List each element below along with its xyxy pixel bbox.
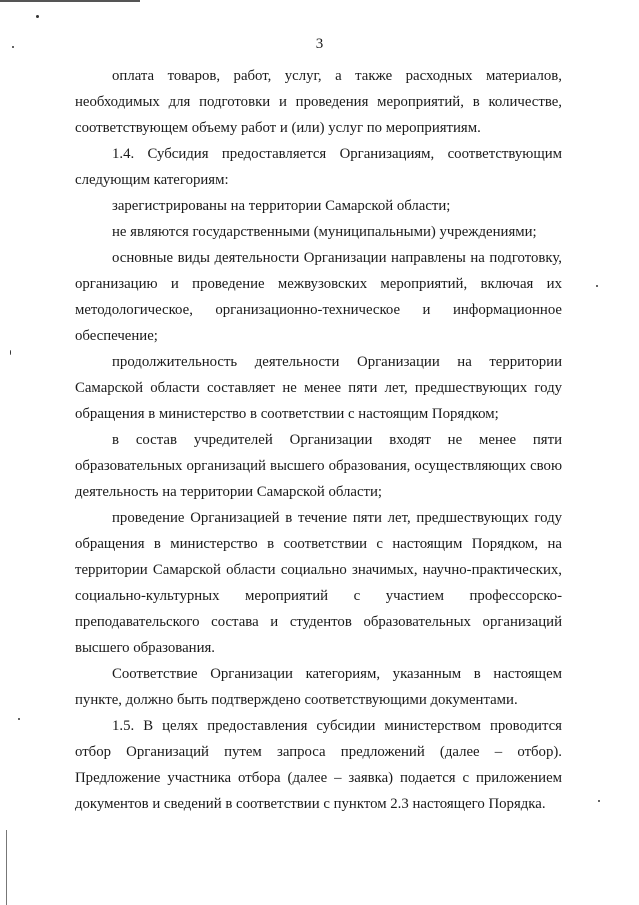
- paragraph: 1.4. Субсидия предоставляется Организациям, соответствующим следующим категориям:: [75, 146, 562, 188]
- paragraph: Соответствие Организации категориям, указанным в настоящем пункте, должно быть подтверждено соответствующими документами.: [75, 666, 562, 708]
- paragraph: в состав учредителей Организации входят не менее пяти образовательных организаций высшего образования, осуществляющих свою деятельность на территории Самарской области;: [75, 432, 562, 500]
- document-body: [75, 63, 562, 817]
- paragraph: зарегистрированы на территории Самарской области;: [112, 198, 451, 214]
- paragraph: продолжительность деятельности Организации на территории Самарской области составляет не менее пяти лет, предшествующих году обращения в министерство в соответствии с настоящим Порядком;: [75, 354, 562, 422]
- paragraph: не являются государственными (муниципальными) учреждениями;: [112, 224, 537, 240]
- scan-edge-line: [0, 0, 140, 2]
- scan-speck: [596, 285, 598, 287]
- scan-edge-rule: [6, 830, 7, 905]
- scan-speck: [18, 718, 20, 720]
- scan-speck: [598, 800, 600, 802]
- paragraph: проведение Организацией в течение пяти лет, предшествующих году обращения в министерство в соответствии с настоящим Порядком, на территории Самарской области социально значимых, научно-практических, социально-культурных мероприятий с участием профессорско-преподавательского состава и студентов образовательных организаций высшего образования.: [75, 510, 562, 656]
- page-number: 3: [315, 36, 324, 52]
- paragraph: основные виды деятельности Организации направлены на подготовку, организацию и проведение межвузовских мероприятий, включая их методологическое, организационно-техническое и информационное обеспечение;: [75, 250, 562, 344]
- paragraph: 1.5. В целях предоставления субсидии министерством проводится отбор Организаций путем запроса предложений (далее – отбор). Предложение участника отбора (далее – заявка) подается с приложением документов и сведений в соответствии с пунктом 2.3 настоящего Порядка.: [75, 718, 562, 812]
- scan-speck: [10, 350, 11, 355]
- scan-speck: [36, 15, 39, 18]
- paragraph: оплата товаров, работ, услуг, а также расходных материалов, необходимых для подготовки и проведения мероприятий, в количестве, соответствующем объему работ и (или) услуг по мероприятиям.: [75, 68, 562, 136]
